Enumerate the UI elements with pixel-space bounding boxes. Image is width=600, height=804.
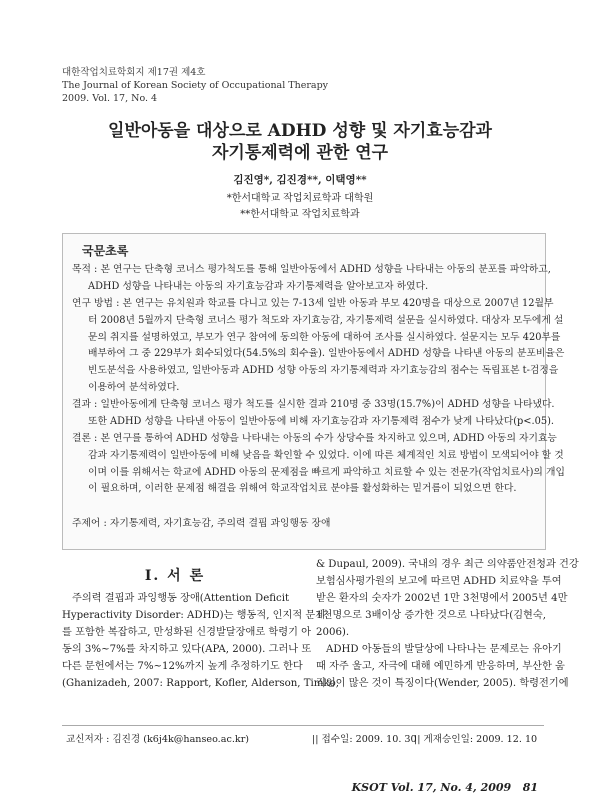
page-footer — [352, 781, 538, 794]
footer-journal: KSOT Vol. 17, No. 4, 2009 — [351, 781, 512, 794]
affiliation-2: **한서대학교 작업치료학과 — [240, 209, 360, 220]
abstract-result — [72, 397, 555, 431]
body-line: 때 자주 울고, 자극에 대해 예민하게 반응하며, 부산한 움 — [316, 661, 565, 672]
body-line: 1천명으로 3배이상 증가한 것으로 나타났다(김현숙, — [316, 610, 546, 621]
body-line: 주의력 결핍과 과잉행동 장애(Attention Deficit — [72, 593, 290, 604]
body-line: 보험심사평가원의 보고에 따르면 ADHD 치료약을 투여 — [316, 576, 562, 587]
body-line: 받은 환자의 숫자가 2002년 1만 3천명에서 2005년 4만 — [316, 593, 568, 604]
method-line: 터 2008년 5월까지 단축형 코너스 평가 척도와 자기효능감, 자기통제력 설문을 실시하였다. 대상자 모두에게 설 — [88, 314, 564, 326]
journal-name-korean: 대한작업치료학회지 제17권 제4호 — [62, 67, 206, 78]
method-label: 연구 방법 : — [72, 298, 120, 309]
purpose-label: 목적 : — [72, 264, 98, 275]
method-line: 배부하여 그 중 229부가 회수되었다(54.5%의 회수율). 일반아동에서 ADHD 성향을 나타낸 아동의 분포비율은 — [88, 348, 565, 360]
conclusion-line: 감과 자기통제력이 일반아동에 비해 낮음을 확인할 수 있었다. 이에 따른 체계적인 치료 방법이 모색되어야 할 것 — [88, 449, 564, 461]
method-line: 본 연구는 유치원과 학교를 다니고 있는 7-13세 일반 아동과 부모 420명을 대상으로 2007년 12월부 — [122, 298, 554, 309]
abstract-conclusion — [72, 431, 565, 498]
body-line: 2006). — [316, 627, 350, 638]
conclusion-line: 본 연구를 통하여 ADHD 성향을 나타내는 아동의 수가 상당수를 차지하고 있으며, ADHD 아동의 자기효능 — [100, 433, 557, 444]
body-line: Hyperactivity Disorder: ADHD)는 행동적, 인지적 문제 — [62, 610, 326, 621]
journal-volume: 2009. Vol. 17, No. 4 — [62, 93, 158, 104]
result-line: 일반아동에게 단축형 코너스 평가 척도를 실시한 결과 210명 중 33명(15.7%)이 ADHD 성향을 나타냈다. — [100, 399, 555, 410]
conclusion-line: 이며 이를 위해서는 학교에 ADHD 아동의 문제점을 빠르게 파악하고 치료할 수 있는 전문가(작업치료사)의 개입 — [88, 466, 565, 478]
result-line: 또한 ADHD 성향을 나타낸 아동이 일반아동에 비해 자기효능감과 자기통제력 점수가 낮게 나타났다(p<.05). — [88, 415, 555, 427]
body-line: 를 포함한 복잡하고, 만성화된 신경발달장애로 학령기 아 — [62, 627, 312, 638]
keywords: 주제어 : 자기통제력, 자기효능감, 주의력 결핍 과잉행동 장애 — [72, 518, 331, 529]
page-number: 81 — [522, 781, 538, 794]
conclusion-label: 결론 : — [72, 433, 98, 444]
result-label: 결과 : — [72, 399, 98, 410]
affiliation-1: *한서대학교 작업치료학과 대학원 — [226, 193, 374, 204]
title-line-1: 일반아동을 대상으로 ADHD 성향 및 자기효능감과 — [108, 121, 492, 141]
body-line: 동의 3%~7%를 차지하고 있다(APA, 2000). 그러나 또 — [62, 644, 312, 655]
received-date: || 접수일: 2009. 10. 30 — [312, 734, 417, 745]
method-line: 빈도분석을 사용하였고, 일반아동과 ADHD 성향 아동의 자기통제력과 자기효능감의 점수는 독립표본 t-검정을 — [88, 365, 559, 377]
body-right-column — [316, 556, 579, 692]
footer-divider — [62, 725, 544, 726]
purpose-line: ADHD 성향을 나타내는 아동의 자기효능감과 자기통제력을 알아보고자 하였다. — [88, 280, 429, 292]
abstract-purpose — [72, 262, 551, 296]
title-line-2: 자기통제력에 관한 연구 — [211, 143, 389, 163]
paper-title — [0, 120, 600, 164]
body-line: ADHD 아동들의 발달상에 나타나는 문제로는 유아기 — [326, 644, 562, 655]
abstract-method — [72, 296, 565, 397]
body-line: 다른 문헌에서는 7%~12%까지 높게 추정하기도 한다 — [62, 661, 303, 672]
body-line: 직임이 많은 것이 특징이다(Wender, 2005). 학령전기에 — [316, 678, 569, 689]
section-heading-introduction: Ⅰ. 서 론 — [144, 568, 206, 584]
conclusion-line: 이 필요하며, 이러한 문제점 해결을 위해여 학교작업치료 분야를 활성화하는 밑거름이 되었으면 한다. — [88, 483, 517, 495]
body-line: (Ghanizadeh, 2007: Rapport, Kofler, Alderson, Timko, — [62, 678, 340, 689]
accepted-date: || 게재승인일: 2009. 12. 10 — [414, 734, 538, 745]
abstract-heading: 국문초록 — [82, 244, 129, 258]
journal-info — [62, 66, 328, 105]
method-line: 문의 취지를 설명하였고, 부모가 연구 참여에 동의한 아동에 대하여 조사를 실시하였다. 설문지는 모두 420부를 — [88, 331, 561, 343]
journal-name-english: The Journal of Korean Society of Occupational Therapy — [62, 80, 329, 91]
body-line: & Dupaul, 2009). 국내의 경우 최근 의약품안전청과 건강 — [316, 559, 579, 570]
authors: 김진영*, 김진경**, 이택영** — [233, 174, 367, 186]
method-line: 이용하여 분석하였다. — [88, 381, 180, 393]
corresponding-author: 교신저자 : 김진경 (k6j4k@hanseo.ac.kr) — [66, 734, 250, 745]
purpose-line: 본 연구는 단축형 코너스 평가척도를 통해 일반아동에서 ADHD 성향을 나타내는 아동의 분포를 파악하고, — [100, 264, 551, 275]
